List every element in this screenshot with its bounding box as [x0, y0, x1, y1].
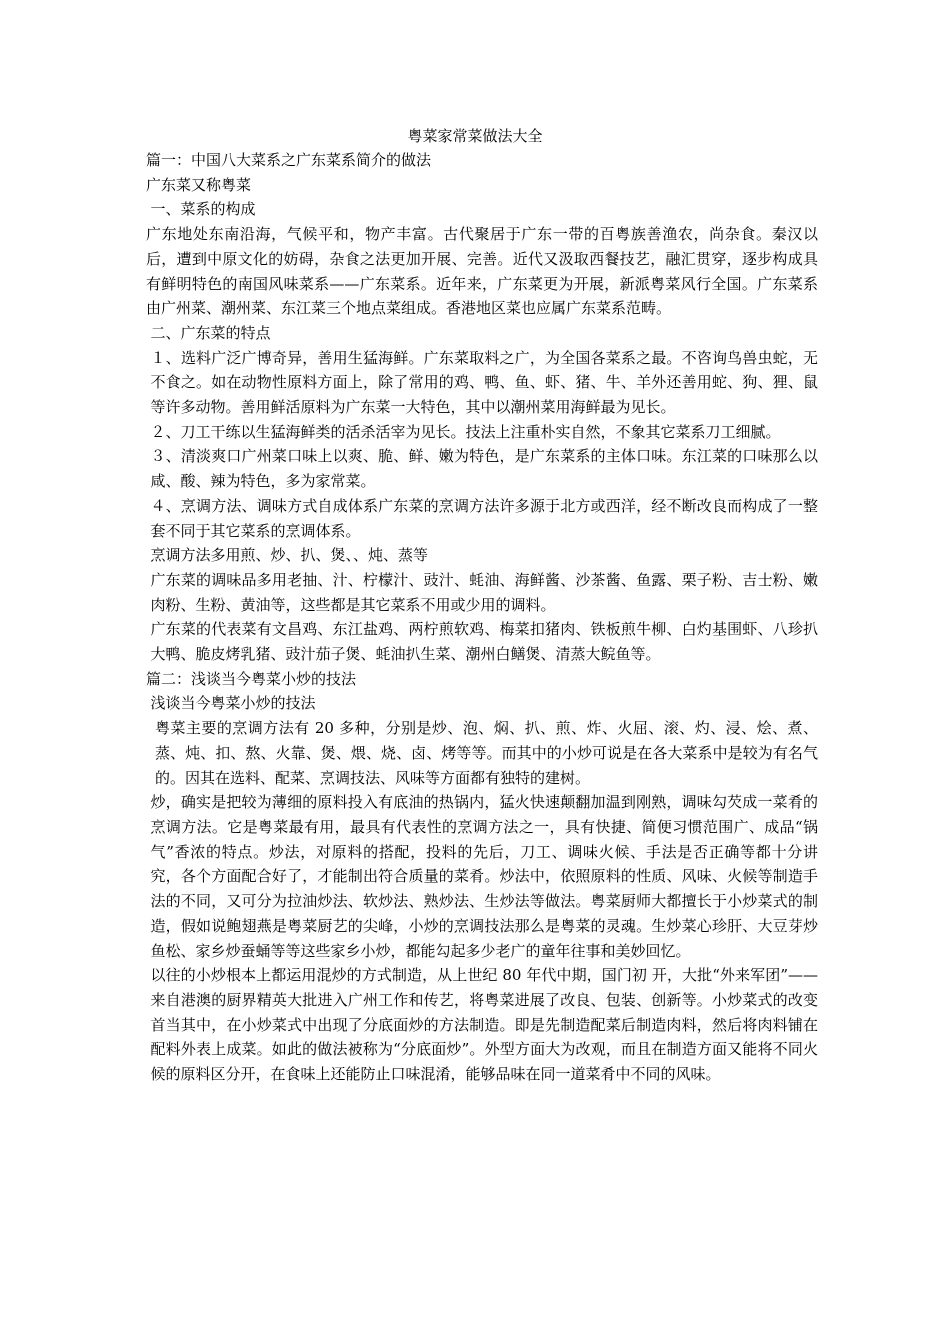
- body-paragraph: 炒，确实是把较为薄细的原料投入有底油的热锅内，猛火快速颠翻加温到刚熟，调味勾芡成一菜肴的烹调方法。它是粤菜最有用，最具有代表性的烹调方法之一，具有快捷、简便习惯范围广、成品“锅气”香浓的特点。炒法，对原料的搭配，投料的先后，刀工、调味火候、手法是否正确等都十分讲究，各个方面配合好了，才能制出符合质量的菜肴。炒法中，依照原料的性质、风味、火候等制造手法的不同，又可分为拉油炒法、软炒法、熟炒法、生炒法等做法。粤菜厨师大都擅长于小炒菜式的制造，假如说鲍翅燕是粤菜厨艺的尖峰，小炒的烹调技法那么是粤菜的灵魂。生炒菜心珍肝、大豆芽炒鱼松、家乡炒蚕蛹等等这些家乡小炒，都能勾起多少老广的童年往事和美妙回忆。: [150, 793, 818, 960]
- body-paragraph: 广东菜的代表菜有文昌鸡、东江盐鸡、两柠煎软鸡、梅菜扣猪肉、铁板煎牛柳、白灼基围虾、八珍扒大鸭、脆皮烤乳猪、豉汁茄子煲、蚝油扒生菜、潮州白鳝煲、清蒸大鲩鱼等。: [150, 620, 818, 664]
- body-line: 广东菜又称粤菜: [146, 175, 252, 194]
- subsection-heading: 一、菜系的构成: [150, 200, 256, 219]
- body-paragraph: ３、清淡爽口广州菜口味上以爽、脆、鲜、嫩为特色，是广东菜系的主体口味。东江菜的口味那么以咸、酸、辣为特色，多为家常菜。: [150, 447, 818, 491]
- document-body: [146, 148, 818, 1087]
- body-paragraph: 广东菜的调味品多用老抽、汁、柠檬汁、豉汁、蚝油、海鲜酱、沙茶酱、鱼露、栗子粉、吉士粉、嫩肉粉、生粉、黄油等，这些都是其它菜系不用或少用的调料。: [150, 570, 818, 614]
- document-title: 粤菜家常菜做法大全: [407, 127, 543, 145]
- body-paragraph: 以往的小炒根本上都运用混炒的方式制造，从上世纪 80 年代中期，国门初 开，大批“外来军团”——来自港澳的厨界精英大批进入广州工作和传艺，将粤菜进展了改良、包装、创新等。小炒菜式的改变首当其中，在小炒菜式中出现了分底面炒的方法制造。即是先制造配菜后制造肉料，然后将肉料铺在配料外表上成菜。如此的做法被称为“分底面炒”。外型方面大为改观，而且在制造方面又能将不同火候的原料区分开，在食味上还能防止口味混淆，能够品味在同一道菜肴中不同的风味。: [150, 966, 818, 1084]
- section-heading-2: 篇二：浅谈当今粤菜小炒的技法: [146, 669, 357, 688]
- body-paragraph: 广东地处东南沿海，气候平和，物产丰富。古代聚居于广东一带的百粤族善渔农，尚杂食。秦汉以后，遭到中原文化的妨碍，杂食之法更加开展、完善。近代又汲取西餐技艺，融汇贯穿，逐步构成具有鲜明特色的南国风味菜系——广东菜系。近年来，广东菜更为开展，新派粤菜风行全国。广东菜系由广州菜、潮州菜、东江菜三个地点菜组成。香港地区菜也应属广东菜系范畴。: [146, 225, 818, 318]
- body-paragraph: 粤菜主要的烹调方法有 20 多种，分别是炒、泡、焖、扒、煎、炸、火屈、滚、灼、浸、烩、煮、蒸、炖、扣、熬、火靠、煲、煨、烧、卤、烤等等。而其中的小炒可说是在各大菜系中是较为有名气的。因其在选料、配菜、烹调技法、风味等方面都有独特的建树。: [155, 719, 818, 787]
- body-line: 浅谈当今粤菜小炒的技法: [150, 694, 316, 713]
- body-paragraph: ２、刀工干练以生猛海鲜类的活杀活宰为见长。技法上注重朴实自然，不象其它菜系刀工细腻。: [150, 422, 781, 441]
- subsection-heading: 二、广东菜的特点: [150, 323, 271, 342]
- body-paragraph: 烹调方法多用煎、炒、扒、煲、、炖、蒸等: [150, 546, 429, 565]
- section-heading-1: 篇一：中国八大菜系之广东菜系简介的做法: [146, 151, 432, 169]
- body-paragraph: １、选料广泛广博奇异，善用生猛海鲜。广东菜取料之广，为全国各菜系之最。不咨询鸟兽虫蛇，无不食之。如在动物性原料方面上，除了常用的鸡、鸭、鱼、虾、猪、牛、羊外还善用蛇、狗、狸、鼠等许多动物。善用鲜活原料为广东菜一大特色，其中以潮州菜用海鲜最为见长。: [150, 348, 818, 417]
- body-paragraph: ４、烹调方法、调味方式自成体系广东菜的烹调方法许多源于北方或西洋，经不断改良而构成了一整套不同于其它菜系的烹调体系。: [150, 496, 818, 540]
